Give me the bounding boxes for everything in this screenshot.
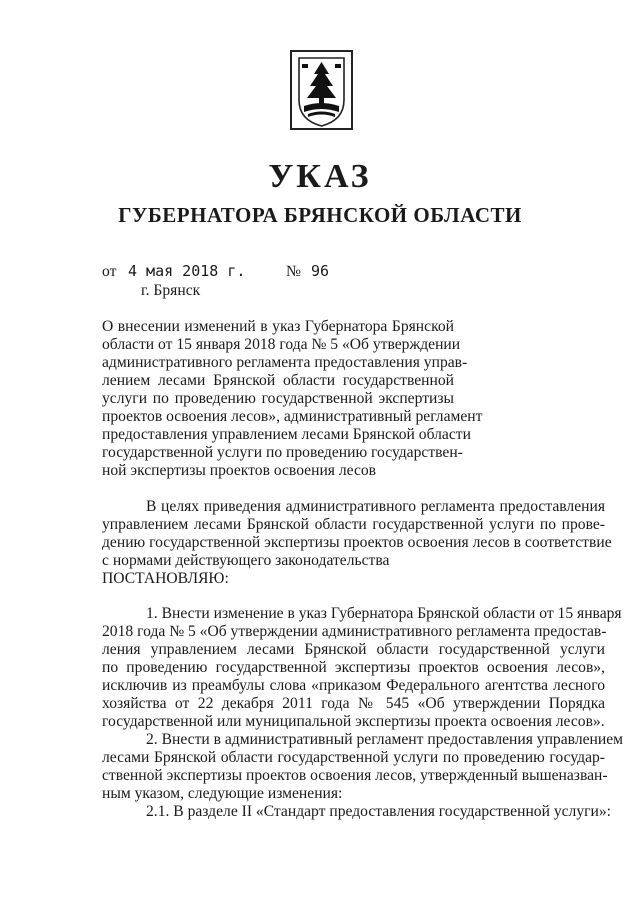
- subject-line: административного регламента предоставления управ-: [102, 354, 468, 371]
- decree-number: 96: [311, 262, 330, 280]
- preamble-line: дению государственной экспертизы проектов освоения лесов в соответствие: [102, 534, 612, 551]
- decree-word: ПОСТАНОВЛЯЮ:: [102, 570, 229, 587]
- subject-line: услуги по проведению государственной экспертизы: [102, 390, 454, 407]
- subject-line: проектов освоения лесов», административный регламент: [102, 408, 483, 425]
- item-1-line: по проведению государственной экспертизы проектов освоения лесов»,: [102, 659, 605, 676]
- item-2-line: ственной экспертизы проектов освоения лесов, утвержденный вышеназван-: [102, 767, 608, 784]
- subject-line: ной экспертизы проектов освоения лесов: [102, 462, 377, 479]
- item-1-line: исключив из преамбулы слова «приказом Федерального агентства лесного: [102, 677, 605, 694]
- subject-line: области от 15 января 2018 года № 5 «Об утверждении: [102, 336, 461, 353]
- coat-of-arms-icon: [290, 50, 353, 130]
- item-1-line: 2018 года № 5 «Об утверждении административного регламента предостав-: [102, 623, 607, 640]
- item-2-line: ным указом, следующие изменения:: [102, 785, 343, 802]
- number-prefix: №: [286, 263, 301, 280]
- item-1-line: государственной или муниципальной экспертизы проекта освоения лесов».: [102, 713, 605, 730]
- subject-line: предоставления управлением лесами Брянской области: [102, 426, 471, 443]
- item-1-line: хозяйства от 22 декабря 2011 года № 545 «Об утверждении Порядка: [102, 695, 605, 712]
- item-2-1-heading: 2.1. В разделе II «Стандарт предоставления государственной услуги»:: [146, 803, 611, 820]
- item-2-line: 2. Внести в административный регламент предоставления управлением: [146, 731, 623, 748]
- date-prefix: от: [102, 263, 117, 280]
- preamble-line: с нормами действующего законодательства: [102, 552, 390, 569]
- decree-date: 4 мая 2018 г.: [128, 262, 246, 280]
- subject-line: государственной услуги по проведению государствен-: [102, 444, 463, 461]
- document-title: УКАЗ: [268, 158, 372, 195]
- city-name: г. Брянск: [141, 282, 201, 299]
- preamble-line: В целях приведения административного регламента предоставления: [146, 498, 605, 515]
- item-1-line: 1. Внести изменение в указ Губернатора Брянской области от 15 января: [146, 605, 622, 622]
- subject-line: лением лесами Брянской области государственной: [102, 372, 454, 389]
- document-subtitle: ГУБЕРНАТОРА БРЯНСКОЙ ОБЛАСТИ: [118, 203, 522, 227]
- item-1-line: ления управлением лесами Брянской области государственной услуги: [102, 641, 605, 658]
- preamble-line: управлением лесами Брянской области государственной услуги по прове-: [102, 516, 605, 533]
- subject-line: О внесении изменений в указ Губернатора Брянской: [102, 318, 454, 335]
- item-2-line: лесами Брянской области государственной услуги по проведению государ-: [102, 749, 605, 766]
